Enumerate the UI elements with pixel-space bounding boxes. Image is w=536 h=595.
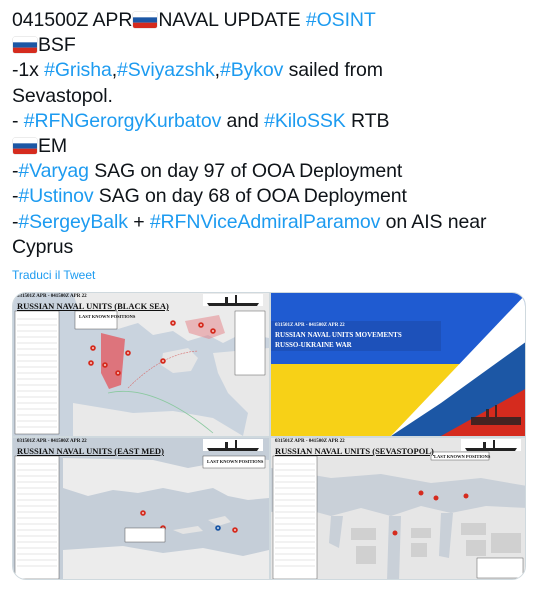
image-header: 031501Z APR - 041500Z APR 22 <box>275 439 345 444</box>
translate-tweet-link[interactable]: Traduci il Tweet <box>12 268 96 282</box>
hashtag-varyag[interactable]: #Varyag <box>18 160 89 183</box>
image-title: RUSSIAN NAVAL UNITS (SEVASTOPOL) <box>275 446 434 456</box>
tweet-text-segment: RTB <box>345 109 390 132</box>
tweet-text-segment: EM <box>38 135 68 158</box>
tweet-line <box>12 109 526 134</box>
image-header: 031501Z APR - 041500Z APR 22 <box>275 323 345 328</box>
tweet-text-segment: NAVAL UPDATE <box>158 9 306 31</box>
tweet-text-segment: 041500Z APR <box>12 9 133 31</box>
tweet-text-segment: - <box>12 160 19 183</box>
tweet-line <box>12 184 526 209</box>
hashtag-grisha[interactable]: #Grisha <box>44 59 112 82</box>
image-box-label: LAST KNOWN POSITIONS <box>434 454 491 459</box>
hashtag-sergeybalk[interactable]: #SergeyBalk <box>18 210 128 233</box>
hashtag-rfngerorgykurbatov[interactable]: #RFNGerorgyKurbatov <box>23 109 222 132</box>
tweet-text-segment: Sevastopol. <box>12 84 113 107</box>
tweet-text-segment: - <box>12 185 19 208</box>
tweet-text-segment: -1x <box>12 59 45 82</box>
tweet-text-segment: , <box>111 59 118 82</box>
tweet-text-segment: SAG on day 97 of OOA Deployment <box>88 160 403 183</box>
media-image-sevastopol[interactable] <box>271 438 526 580</box>
tweet-text-segment: SAG on day 68 of OOA Deployment <box>93 185 407 208</box>
image-box-label: LAST KNOWN POSITIONS <box>207 459 264 464</box>
tweet-text-segment: - <box>12 109 24 132</box>
tweet-text-segment: BSF <box>38 34 76 57</box>
tweet-line <box>12 58 526 83</box>
black-sea-map <box>13 293 269 436</box>
ukraine-russia-flags <box>271 293 526 436</box>
hashtag-rfnviceadmiralparamov[interactable]: #RFNViceAdmiralParamov <box>149 210 381 233</box>
tweet-line <box>12 8 526 33</box>
image-title: RUSSIAN NAVAL UNITS (BLACK SEA) <box>17 301 169 311</box>
tweet-text-segment: on AIS near <box>380 210 487 233</box>
hashtag-bykov[interactable]: #Bykov <box>219 59 284 82</box>
tweet-text-segment: , <box>214 59 220 82</box>
media-image-banner[interactable] <box>271 293 526 436</box>
image-subtitle: RUSSO-UKRAINE WAR <box>275 341 352 349</box>
media-image-east-med[interactable] <box>13 438 269 580</box>
media-grid <box>12 292 526 580</box>
hashtag-sviyazshk[interactable]: #Sviyazshk <box>117 59 215 82</box>
tweet-text-segment: - <box>12 210 19 233</box>
sevastopol-map <box>271 438 526 580</box>
media-image-black-sea[interactable] <box>13 293 269 436</box>
image-box-label: LAST KNOWN POSITIONS <box>79 314 136 319</box>
tweet-line <box>12 84 526 109</box>
russia-flag-icon <box>13 138 37 154</box>
russia-flag-icon <box>13 37 37 53</box>
tweet-line <box>12 210 526 235</box>
tweet-line <box>12 33 526 58</box>
tweet-line <box>12 235 526 260</box>
tweet-text-segment: sailed from <box>283 59 383 82</box>
image-title: RUSSIAN NAVAL UNITS (EAST MED) <box>17 446 164 456</box>
image-header: 031501Z APR - 041500Z APR 22 <box>17 294 87 299</box>
russia-flag-icon <box>133 12 157 28</box>
tweet-text <box>12 8 526 260</box>
tweet-text-segment: and <box>221 109 265 132</box>
image-header: 031501Z APR - 041500Z APR 22 <box>17 439 87 444</box>
hashtag-osint[interactable]: #OSINT <box>305 9 376 31</box>
tweet-line <box>12 159 526 184</box>
image-title: RUSSIAN NAVAL UNITS MOVEMENTS <box>275 331 402 339</box>
hashtag-kilossk[interactable]: #KiloSSK <box>264 109 346 132</box>
tweet-line <box>12 134 526 159</box>
tweet-text-segment: Cyprus <box>12 235 74 258</box>
hashtag-ustinov[interactable]: #Ustinov <box>18 185 94 208</box>
tweet-text-segment: + <box>127 210 150 233</box>
